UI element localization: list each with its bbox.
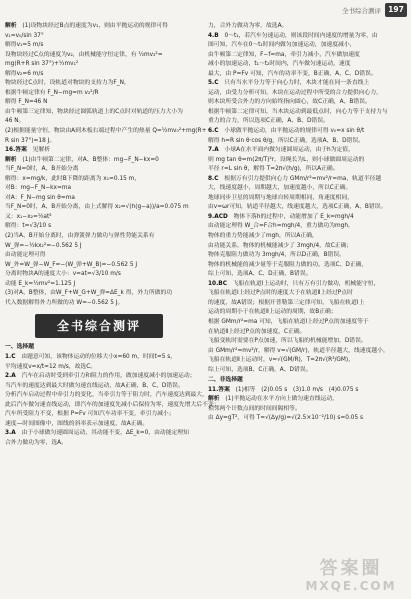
text-line: 分离时物块A的速度大小：v=at=√3/10 m/s	[5, 271, 121, 278]
text-line: 合外力做功为零，选A。	[5, 439, 67, 446]
right-answers-block	[208, 386, 404, 424]
left-column	[5, 22, 220, 590]
text-line: 运动的周期小于在轨道Ⅱ上运动的周期，故B正确；	[208, 309, 337, 316]
text-line: 飞船在轨道Ⅱ上运动时，v=√(GM/R)，T=2π√(R³/GM)，	[208, 357, 354, 364]
text-line: (3)对A、B整体，由W_F+W_G+W_弹=ΔE_k 得，外力所做的功	[5, 290, 173, 297]
text-line: 地球同步卫星的周期与地球自转周期相同，角速度相同，	[208, 194, 353, 201]
text-line: 平均速度v=x/t=12 m/s，故选C。	[5, 363, 97, 370]
text-line: 由 Δy=gT²，可得 T=√(Δy/g)=√(2.5×10⁻²/10) s=0.05 s	[208, 415, 364, 422]
text-line: 由牛顿第二定律知，F−f=ma，牵引力减小，汽车做加速度	[208, 51, 360, 58]
text-line: 分析汽车启动过程中牵引力的变化，当牵引力等于阻力时，汽车速度达到最大，	[5, 392, 208, 399]
text-line: 10.BC 飞船在轨道Ⅰ上运动时，只有万有引力做功，机械能守恒，	[208, 280, 380, 287]
text-line: 由 GMm/r²=mv²/r，解得 v=√(GM/r)，轨道半径越大，线速度越小，	[208, 347, 389, 354]
text-line: 11.答案 (1)相等 (2)0.05 s (3)1.0 m/s (4)0.075 s	[208, 386, 359, 393]
text-line: 飞船变轨时需要在P点加速，所以飞船的机械能增加，D错误。	[208, 338, 367, 345]
text-line: 16.答案 见解析	[5, 147, 51, 154]
text-line: 动能 E_k=½mv²=1.125 J	[5, 280, 76, 287]
text-line: 运动，由受力分析可知，木块在运动过程中所受的合力提供向心力，	[208, 89, 382, 96]
text-line: 6.C 小球做平抛运动，由平抛运动的规律可得 v₀=x sin θ/t	[208, 128, 365, 135]
text-line: 解得 F_N=46 N	[5, 99, 48, 106]
watermark-url: MXQE.COM	[305, 579, 397, 593]
text-line: 解得：t=√3/10 s	[5, 223, 52, 230]
left-solutions-block	[5, 22, 207, 308]
section-banner: 全书综合测评	[35, 314, 163, 338]
watermark-logo-text: 答案圈	[319, 558, 383, 579]
text-line: 3.A 由于小球做匀速圆周运动，其动能不变，ΔE_k=0，由动能定理知	[5, 430, 189, 437]
text-line: 当F_N=0时，A、B开始分离，由上式解得 x₂=√(h(g−a))/a=0.075 m	[5, 204, 189, 211]
text-line: 速度—时间图像中，图线的斜率表示加速度，故A正确。	[5, 420, 149, 427]
text-line: 由动能定理可得	[5, 252, 46, 259]
text-line: 汽车所受阻力不变，根据 P=Fv 可知汽车功率不变，牵引力减小；	[5, 411, 175, 418]
text-line: 2.A 汽车在启动时受到牵引力和阻力的作用，做加速度减小的加速运动；	[5, 373, 196, 380]
text-line: 物体克服阻力做功为 3mgh/4，所以D正确，B错误。	[208, 252, 345, 259]
text-line: 则木块所受合外力的方向始终指向圆心，故C正确，A、B错误。	[208, 99, 371, 106]
text-line: 代入数据解得外力所做的功 W=−0.562 5 J。	[5, 299, 124, 306]
text-line: 由牛顿第三定律知，物块经过圆弧轨道上的C点时对轨道的压力大小为	[5, 108, 183, 115]
text-line: (2)当A、B开始分离时，由弹簧弹力做功与弹性势能关系有	[5, 233, 155, 240]
right-section-heading: 二、非选择题	[208, 377, 243, 384]
text-line: 1.C 由题意可知，该物体运动的位移大小x=60 m，时间t=5 s，	[5, 353, 177, 360]
text-line: 对B：mg−F_N−kx=ma	[5, 185, 72, 192]
text-line: 减小的加速运动，t₁～t₂时间内，汽车做匀速运动，速度	[208, 61, 351, 68]
text-line: 解析 (1)由牛顿第二定律，对A、B整体：mg−F_N−kx=0	[5, 156, 159, 163]
text-line: W_外=W_弹−W_F=−(W_弹+W_B)=−0.562 5 J	[5, 261, 138, 268]
text-line: 根据牛顿定律有 F_N−mg=m v₂²/R	[5, 89, 99, 96]
text-line: 图可知，汽车在0～t₁时间内做匀加速运动，加速度减小，	[208, 42, 356, 49]
text-line: 物体的重力势能减少了mgh，所以A正确，	[208, 233, 318, 240]
text-line: 设物块经过C点的速度为v₂，由机械能守恒定律，有 ½mv₂²=	[5, 51, 163, 58]
text-line: 由动能定理得 W_合=F合h=mgh/4，重力做功为mgh，	[208, 223, 354, 230]
text-line: mg(R+R sin 37°)+½mv₁²	[5, 61, 79, 68]
text-line: 物块经过C点时，设轨道对物块的支持力为F_N，	[5, 80, 130, 87]
right-column	[208, 22, 404, 590]
text-line: 的速度，故A错误；根据开普勒第三定律可知，飞船在轨道Ⅰ上	[208, 299, 365, 306]
right-solutions-block	[208, 22, 404, 375]
page-number: 197	[385, 3, 407, 17]
text-line: 解析 (1)平抛运动在水平方向上做匀速直线运动，	[208, 396, 338, 403]
text-line: 由v=ωr可知，轨道半径越大，线速度越大，选项C正确，A、B错误。	[208, 204, 387, 211]
text-line: 当F_N=0时，A、B开始分离	[5, 166, 79, 173]
text-line: 当汽车的速度达到最大时做匀速直线运动，故A正确，B、C、D错误。	[5, 382, 184, 389]
text-line: 综上可知，选项B、C正确，A、D错误。	[208, 366, 312, 373]
text-line: 此后汽车做匀速直线运动，即汽车的加速度先减小后保持为零，速度先增大后不变；	[5, 401, 220, 408]
text-line: (2)根据能量守恒，物块由A到木板右端过程中产生的热量 Q=½mv₀²+mg(R+	[5, 128, 207, 135]
text-line: W_弹=−½kx₂²=−0.562 5 J	[5, 242, 82, 249]
text-line: 大，线速度越小，周期越大，加速度越小，所以C正确。	[208, 185, 352, 192]
text-line: v₁=v₀/sin 37°	[5, 32, 44, 39]
text-line: 半径 r=L sin θ，解得 T=2π√(h/g)，所以A正确。	[208, 166, 339, 173]
running-title: 全书综合测评	[342, 7, 381, 15]
text-line: 由功能关系，物体的机械能减少了 3mgh/4，故C正确；	[208, 242, 353, 249]
text-line: 物体的机械能的减少量等于克服阻力做的功，选项C、D正确，	[208, 261, 368, 268]
text-line: 解得v₁=5 m/s	[5, 42, 44, 49]
text-line: 飞船在轨道Ⅰ上经过P点时的速度大于在轨道Ⅱ上经过P点时	[208, 290, 353, 297]
text-line: 5.C 只有当水平分力等于向心力时，木块才能在同一条直线上	[208, 80, 370, 87]
text-line: 4.B 0～t₁，若汽车匀速运动，则该段时间内速度的增量为零，由	[208, 32, 378, 39]
left-answers-block	[5, 353, 220, 448]
text-line: 则 mg tan θ=m(2π/T)²r，设绳长为L，则小球做圆周运动的	[208, 156, 365, 163]
text-line: R sin 37°)=18 J。	[5, 137, 56, 144]
text-line: 根据牛顿第二定律可知，当木块运动到最低点时，向心力等于支持力与	[208, 108, 388, 115]
text-line: 综上可知，选项A、C、D正确，B错误。	[208, 271, 312, 278]
text-line: 解得：x=mg/k，此时B下降的距离为 x₁=0.15 m，	[5, 175, 141, 182]
text-line: 9.ACD 物体下落h的过程中，动能增加了 E_k=mgh/4	[208, 213, 354, 220]
left-section-heading: 一、选择题	[5, 344, 34, 351]
text-line: 解析 (1)设物块经过B点的速度为v₁，则由平抛运动的规律可得	[5, 23, 168, 29]
text-line: 在轨道Ⅱ上经过P点的加速度，C正确。	[208, 328, 306, 335]
text-line: 解得v₂=6 m/s	[5, 70, 44, 77]
text-line: 最大，由 P=Fv 可知，汽车的功率不变，B正确，A、C、D错误。	[208, 70, 377, 77]
text-line: 又：x₁−x₂=½at²	[5, 213, 52, 220]
text-line: 根据 GMm/r²=ma 可知，飞船在轨道Ⅰ上经过P点的加速度等于	[208, 318, 369, 325]
text-line: 8.C 根据万有引力提供向心力 GMm/r²=mv²/r=ma，轨道半径越	[208, 175, 382, 182]
page-header	[0, 0, 411, 22]
text-line: 力，合外力做功为零，故选A。	[208, 23, 288, 29]
text-line: 46 N。	[5, 118, 25, 125]
text-line: 解得 h=R sin θ·cos θ/g，所以C正确，选项A、B、D错误。	[208, 137, 364, 144]
text-line: 7.A 小球A在水平面内做匀速圆周运动，由于h为定值，	[208, 147, 354, 154]
text-line: 相邻两个计数点间的时间间隔相等。	[208, 405, 301, 412]
text-line: 对A：F_N−mg sin θ=ma	[5, 194, 75, 201]
site-watermark	[297, 559, 405, 593]
text-line: 重力的合力，所以选项C正确，A、B、D错误。	[208, 118, 329, 125]
